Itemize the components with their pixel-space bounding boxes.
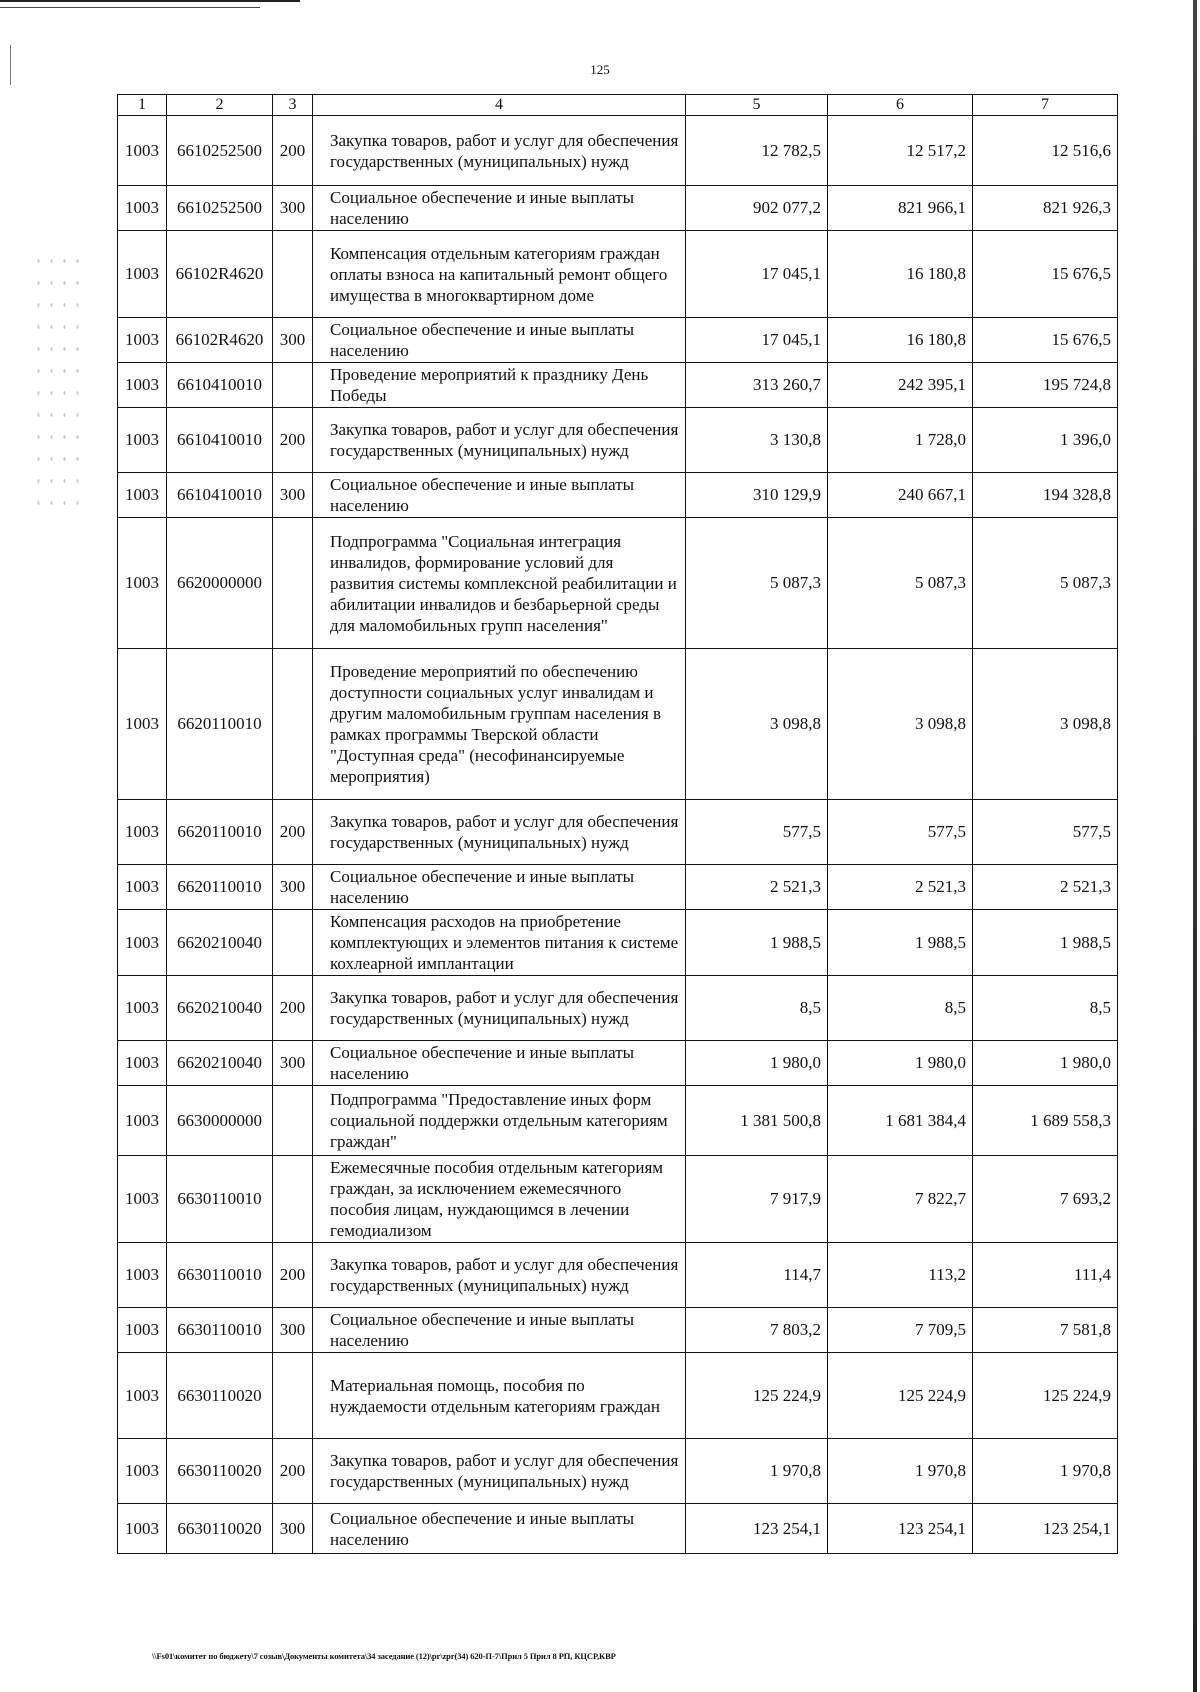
amount-year-3-cell: 194 328,8: [973, 473, 1118, 518]
table-row: [118, 910, 1118, 976]
amount-year-3-cell: 1 689 558,3: [973, 1086, 1118, 1156]
expense-type-cell: 300: [273, 1308, 313, 1353]
description-cell: Закупка товаров, работ и услуг для обеспечения государственных (муниципальных) нужд: [313, 408, 686, 473]
column-header: 1: [118, 95, 167, 116]
amount-year-1-cell: 7 917,9: [686, 1156, 828, 1243]
amount-year-2-cell: 8,5: [828, 976, 973, 1041]
column-header: 4: [313, 95, 686, 116]
amount-year-3-cell: 7 581,8: [973, 1308, 1118, 1353]
amount-year-3-cell: 1 396,0: [973, 408, 1118, 473]
amount-year-3-cell: 3 098,8: [973, 649, 1118, 800]
section-code-cell: 1003: [118, 1353, 167, 1439]
expense-type-cell: [273, 649, 313, 800]
amount-year-2-cell: 5 087,3: [828, 518, 973, 649]
amount-year-3-cell: 111,4: [973, 1243, 1118, 1308]
amount-year-1-cell: 2 521,3: [686, 865, 828, 910]
amount-year-1-cell: 123 254,1: [686, 1504, 828, 1554]
description-cell: Закупка товаров, работ и услуг для обеспечения государственных (муниципальных) нужд: [313, 116, 686, 186]
table-row: [118, 186, 1118, 231]
section-code-cell: 1003: [118, 1086, 167, 1156]
target-code-cell: 66102R4620: [167, 318, 273, 363]
description-cell: Социальное обеспечение и иные выплаты населению: [313, 1308, 686, 1353]
amount-year-1-cell: 1 381 500,8: [686, 1086, 828, 1156]
table-row: [118, 1086, 1118, 1156]
table-row: [118, 1308, 1118, 1353]
column-header: 7: [973, 95, 1118, 116]
table-row: [118, 1041, 1118, 1086]
amount-year-1-cell: 313 260,7: [686, 363, 828, 408]
expense-type-cell: 300: [273, 1504, 313, 1554]
column-header: 2: [167, 95, 273, 116]
section-code-cell: 1003: [118, 186, 167, 231]
expense-type-cell: 200: [273, 1439, 313, 1504]
target-code-cell: 6620000000: [167, 518, 273, 649]
description-cell: Проведение мероприятий по обеспечению доступности социальных услуг инвалидам и другим маломобильным группам населения в рамках программы Тверской области "Доступная среда" (несофинансируемые мероприятия): [313, 649, 686, 800]
expense-type-cell: 200: [273, 116, 313, 186]
description-cell: Компенсация расходов на приобретение комплектующих и элементов питания к системе кохлеарной имплантации: [313, 910, 686, 976]
table-row: [118, 865, 1118, 910]
amount-year-1-cell: 8,5: [686, 976, 828, 1041]
amount-year-3-cell: 195 724,8: [973, 363, 1118, 408]
amount-year-3-cell: 15 676,5: [973, 231, 1118, 318]
amount-year-1-cell: 577,5: [686, 800, 828, 865]
budget-table: [117, 94, 1118, 1554]
target-code-cell: 6620210040: [167, 1041, 273, 1086]
description-cell: Социальное обеспечение и иные выплаты населению: [313, 318, 686, 363]
amount-year-1-cell: 1 988,5: [686, 910, 828, 976]
scan-noise-specks: [32, 250, 82, 510]
section-code-cell: 1003: [118, 865, 167, 910]
amount-year-2-cell: 1 980,0: [828, 1041, 973, 1086]
section-code-cell: 1003: [118, 1439, 167, 1504]
section-code-cell: 1003: [118, 318, 167, 363]
amount-year-2-cell: 7 822,7: [828, 1156, 973, 1243]
amount-year-3-cell: 1 988,5: [973, 910, 1118, 976]
table-row: [118, 1156, 1118, 1243]
amount-year-2-cell: 242 395,1: [828, 363, 973, 408]
description-cell: Социальное обеспечение и иные выплаты населению: [313, 865, 686, 910]
amount-year-2-cell: 1 988,5: [828, 910, 973, 976]
amount-year-2-cell: 3 098,8: [828, 649, 973, 800]
expense-type-cell: 200: [273, 976, 313, 1041]
amount-year-3-cell: 15 676,5: [973, 318, 1118, 363]
expense-type-cell: 200: [273, 408, 313, 473]
target-code-cell: 6610410010: [167, 363, 273, 408]
amount-year-1-cell: 1 980,0: [686, 1041, 828, 1086]
table-row: [118, 116, 1118, 186]
amount-year-1-cell: 3 130,8: [686, 408, 828, 473]
amount-year-2-cell: 821 966,1: [828, 186, 973, 231]
amount-year-2-cell: 16 180,8: [828, 231, 973, 318]
amount-year-2-cell: 125 224,9: [828, 1353, 973, 1439]
scan-top-rule-thin: [0, 7, 260, 8]
section-code-cell: 1003: [118, 116, 167, 186]
amount-year-1-cell: 3 098,8: [686, 649, 828, 800]
amount-year-2-cell: 240 667,1: [828, 473, 973, 518]
table-row: [118, 1243, 1118, 1308]
description-cell: Социальное обеспечение и иные выплаты населению: [313, 186, 686, 231]
table-row: [118, 408, 1118, 473]
amount-year-3-cell: 1 980,0: [973, 1041, 1118, 1086]
section-code-cell: 1003: [118, 363, 167, 408]
amount-year-1-cell: 7 803,2: [686, 1308, 828, 1353]
expense-type-cell: 300: [273, 318, 313, 363]
expense-type-cell: 300: [273, 186, 313, 231]
table-row: [118, 363, 1118, 408]
column-header: 3: [273, 95, 313, 116]
section-code-cell: 1003: [118, 1243, 167, 1308]
description-cell: Закупка товаров, работ и услуг для обеспечения государственных (муниципальных) нужд: [313, 800, 686, 865]
amount-year-2-cell: 12 517,2: [828, 116, 973, 186]
amount-year-3-cell: 7 693,2: [973, 1156, 1118, 1243]
expense-type-cell: 300: [273, 1041, 313, 1086]
target-code-cell: 6610252500: [167, 116, 273, 186]
amount-year-2-cell: 2 521,3: [828, 865, 973, 910]
amount-year-3-cell: 2 521,3: [973, 865, 1118, 910]
expense-type-cell: [273, 910, 313, 976]
amount-year-1-cell: 5 087,3: [686, 518, 828, 649]
table-row: [118, 231, 1118, 318]
description-cell: Материальная помощь, пособия по нуждаемости отдельным категориям граждан: [313, 1353, 686, 1439]
target-code-cell: 6610410010: [167, 473, 273, 518]
amount-year-2-cell: 16 180,8: [828, 318, 973, 363]
amount-year-1-cell: 114,7: [686, 1243, 828, 1308]
column-header: 6: [828, 95, 973, 116]
description-cell: Закупка товаров, работ и услуг для обеспечения государственных (муниципальных) нужд: [313, 1243, 686, 1308]
table-row: [118, 518, 1118, 649]
section-code-cell: 1003: [118, 1308, 167, 1353]
expense-type-cell: [273, 1156, 313, 1243]
target-code-cell: 6620110010: [167, 865, 273, 910]
amount-year-1-cell: 17 045,1: [686, 231, 828, 318]
table-row: [118, 1353, 1118, 1439]
table-row: [118, 1439, 1118, 1504]
amount-year-2-cell: 123 254,1: [828, 1504, 973, 1554]
section-code-cell: 1003: [118, 976, 167, 1041]
section-code-cell: 1003: [118, 1041, 167, 1086]
description-cell: Социальное обеспечение и иные выплаты населению: [313, 473, 686, 518]
target-code-cell: 6620210040: [167, 976, 273, 1041]
section-code-cell: 1003: [118, 649, 167, 800]
amount-year-2-cell: 1 681 384,4: [828, 1086, 973, 1156]
target-code-cell: 6630110020: [167, 1439, 273, 1504]
table-row: [118, 976, 1118, 1041]
amount-year-3-cell: 577,5: [973, 800, 1118, 865]
amount-year-1-cell: 125 224,9: [686, 1353, 828, 1439]
section-code-cell: 1003: [118, 1156, 167, 1243]
amount-year-1-cell: 310 129,9: [686, 473, 828, 518]
expense-type-cell: [273, 363, 313, 408]
expense-type-cell: [273, 1086, 313, 1156]
target-code-cell: 6630110010: [167, 1156, 273, 1243]
scan-right-edge: [1193, 0, 1197, 1692]
amount-year-1-cell: 17 045,1: [686, 318, 828, 363]
target-code-cell: 6620110010: [167, 649, 273, 800]
section-code-cell: 1003: [118, 473, 167, 518]
table-row: [118, 1504, 1118, 1554]
amount-year-1-cell: 1 970,8: [686, 1439, 828, 1504]
expense-type-cell: 200: [273, 1243, 313, 1308]
description-cell: Закупка товаров, работ и услуг для обеспечения государственных (муниципальных) нужд: [313, 976, 686, 1041]
amount-year-2-cell: 1 728,0: [828, 408, 973, 473]
table-row: [118, 473, 1118, 518]
target-code-cell: 6630110020: [167, 1353, 273, 1439]
section-code-cell: 1003: [118, 518, 167, 649]
expense-type-cell: 300: [273, 473, 313, 518]
page-number: 125: [590, 62, 610, 77]
description-cell: Компенсация отдельным категориям граждан оплаты взноса на капитальный ремонт общего имущества в многоквартирном доме: [313, 231, 686, 318]
amount-year-3-cell: 821 926,3: [973, 186, 1118, 231]
target-code-cell: 6630000000: [167, 1086, 273, 1156]
amount-year-3-cell: 5 087,3: [973, 518, 1118, 649]
scan-top-rule: [0, 0, 300, 2]
table-header-row: [118, 95, 1118, 116]
section-code-cell: 1003: [118, 800, 167, 865]
expense-type-cell: [273, 518, 313, 649]
table-row: [118, 318, 1118, 363]
description-cell: Подпрограмма "Социальная интеграция инвалидов, формирование условий для развития системы комплексной реабилитации и абилитации инвалидов и безбарьерной среды для маломобильных групп населения": [313, 518, 686, 649]
amount-year-2-cell: 577,5: [828, 800, 973, 865]
description-cell: Социальное обеспечение и иные выплаты населению: [313, 1504, 686, 1554]
amount-year-2-cell: 113,2: [828, 1243, 973, 1308]
amount-year-3-cell: 125 224,9: [973, 1353, 1118, 1439]
expense-type-cell: 300: [273, 865, 313, 910]
column-header: 5: [686, 95, 828, 116]
amount-year-2-cell: 7 709,5: [828, 1308, 973, 1353]
footer-file-path: \\Fs01\комитет по бюджету\7 созыв\Документы комитета\34 заседание (12)\pr\zpr(34) 620-П-7\Прил 5 Прил 8 РП, КЦСР,КВР: [152, 1651, 616, 1661]
target-code-cell: 66102R4620: [167, 231, 273, 318]
expense-type-cell: [273, 1353, 313, 1439]
amount-year-2-cell: 1 970,8: [828, 1439, 973, 1504]
section-code-cell: 1003: [118, 231, 167, 318]
table-row: [118, 800, 1118, 865]
description-cell: Социальное обеспечение и иные выплаты населению: [313, 1041, 686, 1086]
expense-type-cell: [273, 231, 313, 318]
target-code-cell: 6610252500: [167, 186, 273, 231]
description-cell: Проведение мероприятий к празднику День Победы: [313, 363, 686, 408]
table-row: [118, 649, 1118, 800]
target-code-cell: 6620210040: [167, 910, 273, 976]
section-code-cell: 1003: [118, 910, 167, 976]
description-cell: Ежемесячные пособия отдельным категориям граждан, за исключением ежемесячного пособия лицам, нуждающимся в лечении гемодиализом: [313, 1156, 686, 1243]
amount-year-3-cell: 8,5: [973, 976, 1118, 1041]
target-code-cell: 6620110010: [167, 800, 273, 865]
amount-year-3-cell: 1 970,8: [973, 1439, 1118, 1504]
target-code-cell: 6630110010: [167, 1308, 273, 1353]
table-body: [118, 116, 1118, 1554]
description-cell: Закупка товаров, работ и услуг для обеспечения государственных (муниципальных) нужд: [313, 1439, 686, 1504]
amount-year-1-cell: 12 782,5: [686, 116, 828, 186]
target-code-cell: 6630110010: [167, 1243, 273, 1308]
amount-year-3-cell: 123 254,1: [973, 1504, 1118, 1554]
target-code-cell: 6610410010: [167, 408, 273, 473]
description-cell: Подпрограмма "Предоставление иных форм социальной поддержки отдельным категориям граждан": [313, 1086, 686, 1156]
amount-year-1-cell: 902 077,2: [686, 186, 828, 231]
section-code-cell: 1003: [118, 1504, 167, 1554]
target-code-cell: 6630110020: [167, 1504, 273, 1554]
section-code-cell: 1003: [118, 408, 167, 473]
expense-type-cell: 200: [273, 800, 313, 865]
amount-year-3-cell: 12 516,6: [973, 116, 1118, 186]
